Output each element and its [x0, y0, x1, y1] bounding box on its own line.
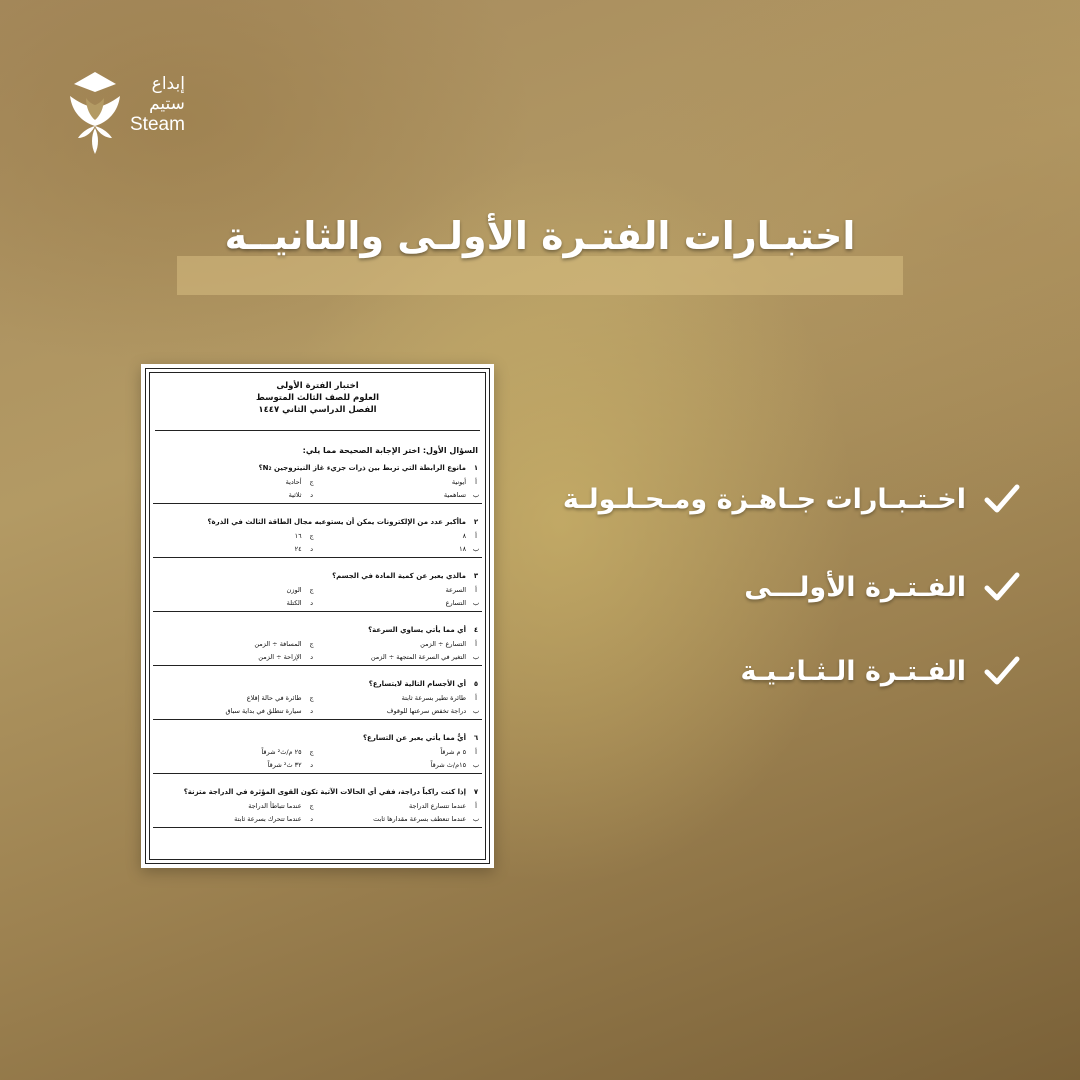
option-text: ٢٥ م/ث² شرقاً	[261, 747, 302, 756]
option-text: عندما تتحرك بسرعة ثابتة	[234, 814, 302, 823]
question-text: أي الأجسام التالية لايتسارع؟	[368, 680, 466, 688]
option-row	[153, 745, 482, 758]
question-number: ١	[473, 464, 479, 472]
option-row	[153, 596, 482, 609]
question-item	[153, 677, 482, 720]
option-row	[153, 637, 482, 650]
question-separator	[153, 557, 482, 558]
check-label: الفـتـرة الـثـانـيـة	[740, 655, 966, 687]
check-icon	[982, 567, 1022, 607]
section-title: السؤال الأول: اختر الإجابة الصحيحة مما يلي:	[302, 446, 478, 455]
option-text: ٣٢ ث² شرقاً	[267, 760, 302, 769]
check-label: اخـتـبـارات جـاهـزة ومـحـلـولـة	[562, 483, 966, 515]
question-number: ٣	[473, 572, 479, 580]
option-letter: د	[310, 544, 313, 553]
option-letter: ج	[309, 801, 314, 810]
option-letter: أ	[475, 477, 477, 486]
option-letter: ب	[472, 490, 480, 499]
question-text: أيٌّ مما يأتي يعبر عن التسارع؟	[362, 734, 466, 742]
option-text: الكتلة	[286, 598, 302, 607]
option-letter: د	[310, 598, 313, 607]
option-text: دراجة تخفض سرعتها للوقوف	[386, 706, 467, 715]
option-text: عندما تتباطأ الدراجة	[248, 801, 302, 810]
brand-arabic-2: ستيم	[149, 94, 185, 114]
question-text: مانوع الرابطة التي تربط بين ذرات جزيء غاز النيتروجين N₂؟	[258, 464, 466, 472]
question-item	[153, 569, 482, 612]
paper-header-line: اختبار الفترة الأولى	[276, 381, 359, 391]
option-letter: ب	[472, 598, 480, 607]
question-line	[153, 731, 482, 745]
question-separator	[153, 611, 482, 612]
divider	[155, 430, 480, 431]
check-item	[744, 562, 1022, 612]
question-text: أي مما يأتي يساوي السرعة؟	[368, 626, 466, 634]
option-letter: أ	[475, 639, 477, 648]
option-letter: د	[310, 814, 313, 823]
question-line	[153, 461, 482, 475]
option-row	[153, 704, 482, 717]
question-item	[153, 461, 482, 504]
option-text: ١٦	[294, 531, 302, 540]
option-letter: أ	[475, 585, 477, 594]
option-letter: ب	[472, 814, 480, 823]
brand-arabic-1: إبداع	[151, 74, 185, 94]
option-text: التسارع ÷ الزمن	[420, 639, 467, 648]
question-number: ٦	[473, 734, 479, 742]
option-text: ٥ م شرقاً	[440, 747, 467, 756]
option-letter: ب	[472, 760, 480, 769]
option-text: أيونية	[451, 477, 467, 486]
check-label: الفـتـرة الأولـــى	[744, 571, 966, 603]
option-letter: ج	[309, 693, 314, 702]
option-text: عندما تنعطف بسرعة مقدارها ثابت	[373, 814, 467, 823]
exam-paper-preview	[141, 364, 494, 868]
option-row	[153, 529, 482, 542]
option-letter: د	[310, 760, 313, 769]
paper-header-line: الفصل الدراسي الثاني ١٤٤٧	[258, 405, 377, 415]
question-item	[153, 785, 482, 828]
option-letter: أ	[475, 801, 477, 810]
option-text: سيارة تنطلق في بداية سباق	[225, 706, 302, 715]
option-letter: د	[310, 490, 313, 499]
option-letter: أ	[475, 693, 477, 702]
option-text: ثلاثية	[288, 490, 302, 499]
question-separator	[153, 503, 482, 504]
option-letter: ب	[472, 544, 480, 553]
check-icon	[982, 651, 1022, 691]
question-item	[153, 623, 482, 666]
paper-header-line: العلوم للصف الثالث المتوسط	[256, 393, 379, 403]
question-number: ٤	[473, 626, 479, 634]
option-row	[153, 650, 482, 663]
option-row	[153, 812, 482, 825]
option-text: التغير في السرعة المتجهة ÷ الزمن	[370, 652, 467, 661]
option-text: أحادية	[285, 477, 302, 486]
option-letter: ج	[309, 639, 314, 648]
option-letter: ج	[309, 747, 314, 756]
option-text: الوزن	[286, 585, 302, 594]
option-text: الإزاحة ÷ الزمن	[258, 652, 302, 661]
option-letter: ب	[472, 652, 480, 661]
question-line	[153, 569, 482, 583]
question-line	[153, 785, 482, 799]
option-letter: د	[310, 706, 313, 715]
option-text: ٢٤	[294, 544, 302, 553]
option-text: ١٥م/ث شرقاً	[430, 760, 467, 769]
check-icon	[982, 479, 1022, 519]
question-line	[153, 677, 482, 691]
check-item	[741, 646, 1022, 696]
brand-english: Steam	[130, 114, 185, 135]
question-item	[153, 515, 482, 558]
question-separator	[153, 827, 482, 828]
option-letter: ج	[309, 585, 314, 594]
paper-header	[141, 380, 494, 416]
title-band	[177, 256, 903, 295]
option-row	[153, 488, 482, 501]
question-separator	[153, 719, 482, 720]
lotus-icon	[64, 70, 126, 156]
question-number: ٥	[473, 680, 479, 688]
question-text: إذا كنت راكباً دراجة، ففي أي الحالات الآتية تكون القوى المؤثرة في الدراجة متزنة؟	[183, 788, 466, 796]
option-text: طائرة تطير بسرعة ثابتة	[401, 693, 467, 702]
option-row	[153, 542, 482, 555]
option-row	[153, 691, 482, 704]
option-letter: ب	[472, 706, 480, 715]
option-text: طائرة في حالة إقلاع	[246, 693, 302, 702]
brand-text	[130, 74, 185, 136]
question-separator	[153, 665, 482, 666]
question-number: ٢	[473, 518, 479, 526]
question-line	[153, 515, 482, 529]
option-text: عندما تتسارع الدراجة	[409, 801, 467, 810]
option-letter: أ	[475, 747, 477, 756]
question-text: ماأكبر عدد من الإلكترونات يمكن أن يستوعبه مجال الطاقة الثالث في الذرة؟	[207, 518, 466, 526]
question-line	[153, 623, 482, 637]
option-text: ١٨	[459, 544, 467, 553]
check-item	[563, 474, 1022, 524]
option-text: تساهمية	[443, 490, 467, 499]
option-text: ٨	[462, 531, 467, 540]
option-letter: أ	[475, 531, 477, 540]
option-row	[153, 583, 482, 596]
option-row	[153, 799, 482, 812]
brand-logo	[64, 70, 214, 160]
page-title: اختبـارات الفتـرة الأولـى والثانيــة	[224, 214, 856, 258]
option-row	[153, 475, 482, 488]
question-text: مالذي يعبر عن كمية المادة في الجسم؟	[332, 572, 466, 580]
option-letter: د	[310, 652, 313, 661]
option-letter: ج	[309, 477, 314, 486]
question-separator	[153, 773, 482, 774]
question-item	[153, 731, 482, 774]
option-text: المسافة ÷ الزمن	[254, 639, 302, 648]
question-number: ٧	[473, 788, 479, 796]
option-letter: ج	[309, 531, 314, 540]
option-row	[153, 758, 482, 771]
option-text: التسارع	[445, 598, 467, 607]
option-text: السرعة	[445, 585, 467, 594]
